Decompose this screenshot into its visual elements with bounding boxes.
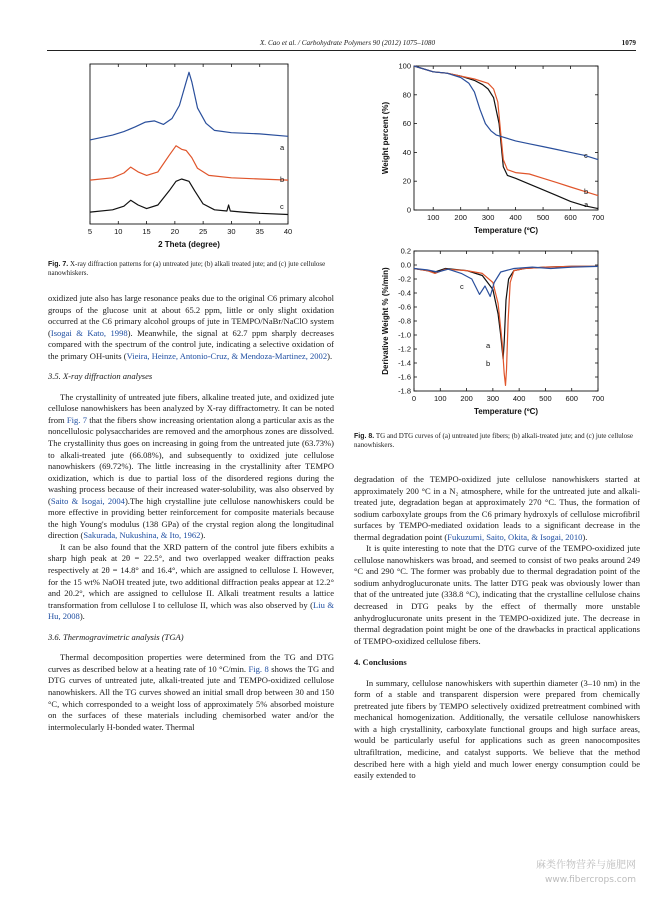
watermark-text: 麻类作物营养与施肥网 (536, 860, 636, 871)
x-tick-label: 15 (142, 227, 151, 236)
x-tick-label: 100 (434, 394, 447, 403)
ref-link[interactable]: Liu & Hu, 2008 (48, 599, 334, 622)
running-header: X. Cao et al. / Carbohydrate Polymers 90 (2012) 1075–1080 (260, 39, 436, 47)
figure-link[interactable]: Fig. 7 (66, 414, 87, 425)
y-axis-label: Weight percent (%) (381, 101, 390, 175)
x-tick-label: 500 (536, 213, 550, 222)
x-tick-label: 300 (481, 213, 495, 222)
series-line-c (414, 266, 598, 296)
left-paragraph-4: Thermal decomposition properties were determined from the TG and DTG curves as described below at a heating rate of 10 °C/min. Fig. 8 shows the TG and DTG curves of untreated jute, alkali-treated jute and TEMPO-oxidized cellulose nanowhiskers. All the TG curves showed an initial small drop between 30 and 150 °C, which corresponded to a weight loss of approximately 5% absorbed moisture on the surfaces of these materials including chemisorbed water and/or the intermolecularly H-bonded water. Thermal (48, 652, 334, 732)
x-tick-label: 600 (564, 213, 577, 222)
x-tick-label: 20 (170, 227, 180, 236)
tg-chart (380, 62, 616, 246)
header-rule (47, 50, 636, 51)
y-tick-label: -1.4 (398, 358, 411, 368)
ref-link[interactable]: Sakurada, Nukushina, & Ito, 1962 (83, 530, 201, 541)
series-line-c (414, 66, 598, 160)
y-tick-label: -0.8 (398, 316, 411, 326)
fig8-caption (354, 432, 640, 450)
x-axis-label: Temperature (ºC) (473, 407, 539, 416)
y-tick-label: 0.2 (400, 246, 411, 256)
fig7-caption-label: Fig. 7. (48, 261, 69, 268)
series-line-b (414, 66, 598, 196)
x-tick-label: 200 (454, 213, 467, 222)
x-tick-label: 500 (539, 394, 552, 403)
y-tick-label: 0.0 (400, 260, 411, 270)
y-tick-label: 100 (398, 62, 411, 71)
ref-link[interactable]: Fukuzumi, Saito, Okita, & Isogai, 2010 (447, 531, 583, 542)
y-tick-label: 80 (402, 90, 411, 100)
left-column (48, 293, 334, 733)
series-label-c: c (584, 151, 588, 160)
y-tick-label: 20 (402, 176, 411, 186)
series-label-a: a (280, 143, 285, 152)
fig7-caption (48, 260, 336, 278)
series-label-b: b (280, 175, 285, 184)
series-line-b (90, 146, 288, 180)
x-tick-label: 700 (591, 213, 605, 222)
x-tick-label: 5 (87, 227, 93, 236)
x-tick-label: 200 (460, 394, 473, 403)
fig8-caption-text: TG and DTG curves of (a) untreated jute fibers; (b) alkali-treated jute; and (c) jute cellulose nanowhiskers. (354, 432, 633, 449)
x-tick-label: 100 (426, 213, 440, 222)
ref-link[interactable]: Vieira, Heinze, Antonio-Cruz, & Mendoza-Martinez, 2002 (126, 350, 328, 361)
x-tick-label: 10 (114, 227, 123, 236)
left-paragraph-1: oxidized jute also has large resonance peaks due to the original C6 primary alcohol groups of the glucose unit at about 65.2 ppm, little or only slight oxidation occurred at the C6 primary alcohol groups of jute in TEMPO/NaBr/NaClO system (Isogai & Kato, 1998). Meanwhile, the signal at 62.7 ppm sharply decreases compared with the spectrum of the control jute, indicating a selective oxidation of the primary OH-units (Vieira, Heinze, Antonio-Cruz, & Mendoza-Martinez, 2002). (48, 293, 334, 361)
page-number: 1079 (621, 39, 636, 47)
y-tick-label: -0.2 (398, 274, 411, 284)
ref-link[interactable]: Isogai & Kato, 1998 (50, 327, 128, 338)
y-tick-label: -0.4 (398, 288, 411, 298)
y-tick-label: -0.6 (398, 302, 411, 312)
x-tick-label: 400 (512, 394, 526, 403)
x-tick-label: 25 (198, 227, 208, 236)
right-paragraph-1: degradation of the TEMPO-oxidized jute cellulose nanowhiskers started at approximately 200 °C in a N₂ atmosphere, while for the untreated jute and alkali-treated jute, degradation began at approximately 270 °C. Thus, the formation of sodium carboxylate groups from the C6 primary hydroxyls of cellulose microfibril surfaces by TEMPO-mediated oxidation leads to a significant decrease in the thermal degradation point (Fukuzumi, Saito, Okita, & Isogai, 2010). (354, 474, 640, 542)
section-heading-3-5: 3.5. X-ray diffraction analyses (48, 371, 153, 382)
x-tick-label: 40 (283, 227, 293, 236)
x-tick-label: 600 (565, 394, 578, 403)
series-label-a: a (486, 341, 491, 350)
x-tick-label: 300 (486, 394, 500, 403)
right-paragraph-3: In summary, cellulose nanowhiskers with superthin diameter (3–10 nm) in the form of a stable and transparent dispersion were prepared from chemically pretreated jute fibers by TEMPO selectively oxidized pretreatment combined with mechanical homogenization. Additionally, the versatile cellulose nanowhiskers with a high crystallinity, carboxylate functional groups and high surface areas, would be particularly useful for applications such as green nanocomposites ultrafiltration, medicine, and catalyst supports. We believe that the method described here with a high yield and much lower energy consumption could be easily extended to (354, 677, 640, 781)
series-label-c: c (460, 282, 464, 291)
y-tick-label: -1.2 (398, 344, 411, 354)
watermark-url: www.fibercrops.com (545, 875, 636, 885)
x-axis-label: Temperature (ºC) (473, 226, 539, 235)
y-tick-label: 0 (406, 205, 411, 215)
figure-link[interactable]: Fig. 8 (248, 663, 269, 674)
x-tick-label: 35 (255, 227, 264, 236)
series-label-a: a (584, 200, 589, 209)
series-label-b: b (584, 187, 589, 196)
y-tick-label: -1.8 (398, 386, 411, 396)
plot-frame (90, 64, 288, 224)
series-line-c (90, 179, 288, 215)
x-tick-label: 700 (591, 394, 605, 403)
xrd-chart (48, 58, 338, 256)
series-line-b (414, 266, 598, 385)
series-label-b: b (486, 359, 491, 368)
right-column (354, 474, 640, 782)
section-heading-4: 4. Conclusions (354, 657, 407, 668)
fig8-caption-label: Fig. 8. (354, 433, 375, 440)
series-label-c: c (280, 202, 284, 211)
ref-link[interactable]: Saito & Isogai, 2004 (50, 495, 125, 506)
x-tick-label: 0 (411, 394, 417, 403)
section-heading-3-6: 3.6. Thermogravimetric analysis (TGA) (48, 631, 184, 642)
dtg-chart (380, 245, 616, 425)
x-tick-label: 30 (227, 227, 236, 236)
y-tick-label: -1.6 (398, 372, 411, 382)
right-paragraph-2: It is quite interesting to note that the DTG curve of the TEMPO-oxidized jute cellulose nanowhiskers was broad, and seemed to consist of two peaks around 249 °C and 290 °C. The former was probably due to thermal degradation point of the sodium anhydroglucuronate units. The latter DTG peak was obviously lower than that of the untreated jute (338.8 °C), indicating that the crystalline cellulose chains decreased in DTG peaks by the effect of thermally more unstable anhydroglucuronate units present in the TEMPO-oxidized jute. The decrease in thermal degradation point might be one of the drawbacks in practical applications of TEMPO-oxidized cellulose fibers. (354, 543, 640, 646)
x-tick-label: 400 (509, 213, 522, 222)
series-line-a (90, 72, 288, 140)
y-axis-label: Derivative Weight % (%/min) (381, 267, 390, 375)
series-line-a (414, 266, 598, 358)
fig7-caption-text: X-ray diffraction patterns for (a) untreated jute; (b) alkali treated jute; and (c) jute cellulose nanowhiskers. (48, 260, 326, 277)
left-paragraph-2: The crystallinity of untreated jute fibers, alkaline treated jute, and oxidized jute cellulose nanowhiskers has been analyzed by X-ray diffractometry. It can be noted from Fig. 7 that the fibers show increasing orientation along a particular axis as the noncellulosic polysaccharides are removed and the amorphous zones are dissolved. The crystallinity thus goes on increasing in going from the untreated jute (63.73%) to alkali-treated jute (66.08%), and subsequently to oxidized jute cellulose nanowhiskers (69.72%). The little increasing in the crystallinity after TEMPO oxidization, which is due to partial loss of the disordered regions during the washing process because of their increased water-solubility, was also observed by (Saito & Isogai, 2004).The high crystalline jute cellulose nanowhiskers could be more effective in providing better reinforcement for composite materials because the high Young's modulus (138 GPa) of the crystal region along the longitudinal direction (Sakurada, Nukushina, & Ito, 1962). (48, 391, 334, 541)
x-axis-label: 2 Theta (degree) (158, 240, 220, 249)
y-tick-label: 60 (402, 119, 411, 129)
y-tick-label: 40 (402, 147, 411, 157)
left-paragraph-3: It can be also found that the XRD pattern of the control jute fibers exhibits a sharp high peak at 2θ = 22.5°, and two overlapped weaker diffraction peaks respectively at 2θ = 14.8° and 16.4°, which are assigned to cellulose I. However, for the 15 wt% NaOH treated jute, two additional diffraction peaks appear at 12.2° and 20.2°, which are assigned to cellulose II. Alkali treatment results a lattice transformation from cellulose I to cellulose II, which was also observed by (Liu & Hu, 2008). (48, 541, 334, 622)
y-tick-label: -1.0 (398, 330, 411, 340)
